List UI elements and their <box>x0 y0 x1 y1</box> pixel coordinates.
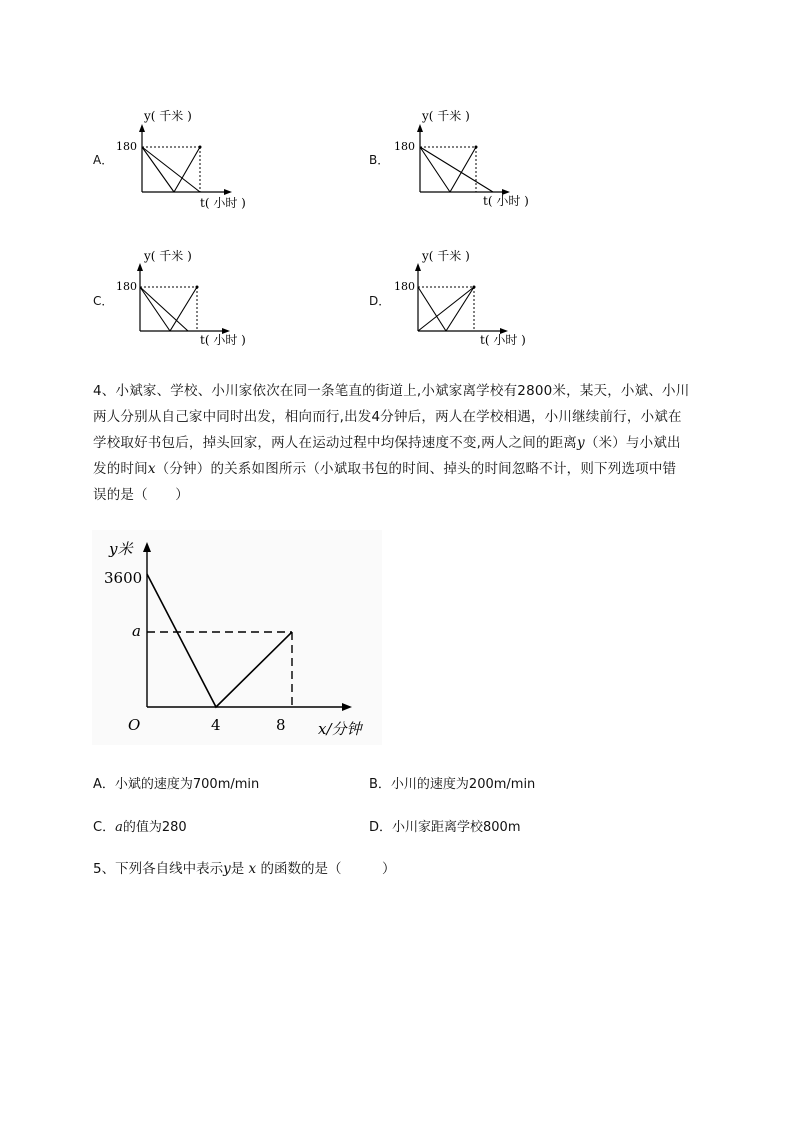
q5-mid: 是 <box>230 861 245 877</box>
line-1 <box>418 287 446 331</box>
y-axis-label: y( 千米 ) <box>144 249 192 263</box>
graph-x-tick-8: 8 <box>276 716 286 734</box>
option-a-letter: A． <box>93 153 114 167</box>
y-axis-arrow <box>417 124 423 132</box>
y-axis-label: y( 千米 ) <box>144 109 192 123</box>
q4-var-x: x <box>147 461 156 477</box>
option-a-graph <box>110 104 270 212</box>
y-value-label: 180 <box>394 280 415 293</box>
question-5-text <box>93 857 395 877</box>
q4-line-5: 误的是（ ） <box>93 487 189 503</box>
question-4-graph <box>92 530 382 745</box>
option-c-letter: C． <box>93 294 114 308</box>
q4-line-2: 两人分别从自己家中同时出发，相向而行,出发4分钟后，两人在学校相遇，小川继续前行，小斌在 <box>93 409 682 425</box>
answer-c-pre: C． <box>93 820 116 835</box>
line-1 <box>140 287 188 331</box>
dot <box>475 146 478 149</box>
x-axis-label: t( 小时 ) <box>483 194 529 208</box>
y-value-label: 180 <box>116 280 137 293</box>
line-1 <box>142 147 200 192</box>
dot <box>196 286 199 289</box>
graph-origin: O <box>128 716 141 734</box>
option-b-graph <box>388 104 548 212</box>
line-2 <box>446 287 474 331</box>
q4-line-3 <box>93 430 743 456</box>
line-1 <box>420 147 493 192</box>
graph-y-tick-a: a <box>132 622 141 640</box>
y-axis-arrow <box>139 124 145 132</box>
y-axis-label: y( 千米 ) <box>422 249 470 263</box>
q4-line-1: 4、小斌家、学校、小川家依次在同一条笔直的街道上,小斌家离学校有2800米，某天，小斌、小川 <box>93 383 690 399</box>
line-3 <box>418 287 474 331</box>
line-3 <box>450 147 476 192</box>
option-c-graph <box>110 243 270 351</box>
x-axis-arrow <box>224 189 232 195</box>
answer-c-var: a <box>115 820 123 835</box>
q4-var-y: y <box>577 435 585 451</box>
graph-x-arrow <box>342 703 352 711</box>
answer-d: D．小川家距离学校800m <box>369 820 521 835</box>
line-2 <box>140 287 170 331</box>
graph-x-label: x/分钟 <box>318 720 362 738</box>
answer-a: A．小斌的速度为700m/min <box>93 777 260 792</box>
line-2 <box>420 147 450 192</box>
q5-pre: 5、下列各自线中表示 <box>93 861 224 877</box>
graph-x-tick-4: 4 <box>211 716 221 734</box>
q4-line-4-post: （分钟）的关系如图所示（小斌取书包的时间、掉头的时间忽略不计，则下列选项中错 <box>155 461 677 477</box>
q4-line-3-post: （米）与小斌出 <box>584 435 681 451</box>
y-axis-label: y( 千米 ) <box>422 109 470 123</box>
y-value-label: 180 <box>394 140 415 153</box>
q4-line-4-pre: 发的时间 <box>93 461 148 477</box>
option-b-letter: B． <box>369 153 390 167</box>
option-d-graph <box>388 243 548 351</box>
line-3 <box>170 287 197 331</box>
answer-c <box>93 816 187 835</box>
q5-var-y: y <box>223 861 231 877</box>
answer-b: B．小川的速度为200m/min <box>369 777 536 792</box>
y-axis-arrow <box>415 263 421 271</box>
q5-var-x: x <box>248 861 257 877</box>
graph-y-arrow <box>143 542 151 552</box>
q5-post: 的函数的是（ ） <box>260 861 396 877</box>
y-axis-arrow <box>137 263 143 271</box>
line-2 <box>142 147 174 192</box>
graph-distance-line <box>147 574 292 707</box>
option-d-letter: D． <box>369 294 391 308</box>
dot <box>199 146 202 149</box>
q4-line-3-pre: 学校取好书包后，掉头回家，两人在运动过程中均保持速度不变,两人之间的距离 <box>93 435 577 451</box>
q4-line-4 <box>93 456 743 482</box>
line-3 <box>174 147 200 192</box>
answer-c-post: 的值为280 <box>122 820 187 835</box>
x-axis-label: t( 小时 ) <box>200 196 246 210</box>
graph-y-tick-3600: 3600 <box>104 569 143 587</box>
y-value-label: 180 <box>116 140 137 153</box>
question-4-text <box>93 378 743 508</box>
dot <box>473 286 476 289</box>
x-axis-label: t( 小时 ) <box>200 333 246 347</box>
graph-y-label: y米 <box>109 540 133 558</box>
x-axis-label: t( 小时 ) <box>480 333 526 347</box>
